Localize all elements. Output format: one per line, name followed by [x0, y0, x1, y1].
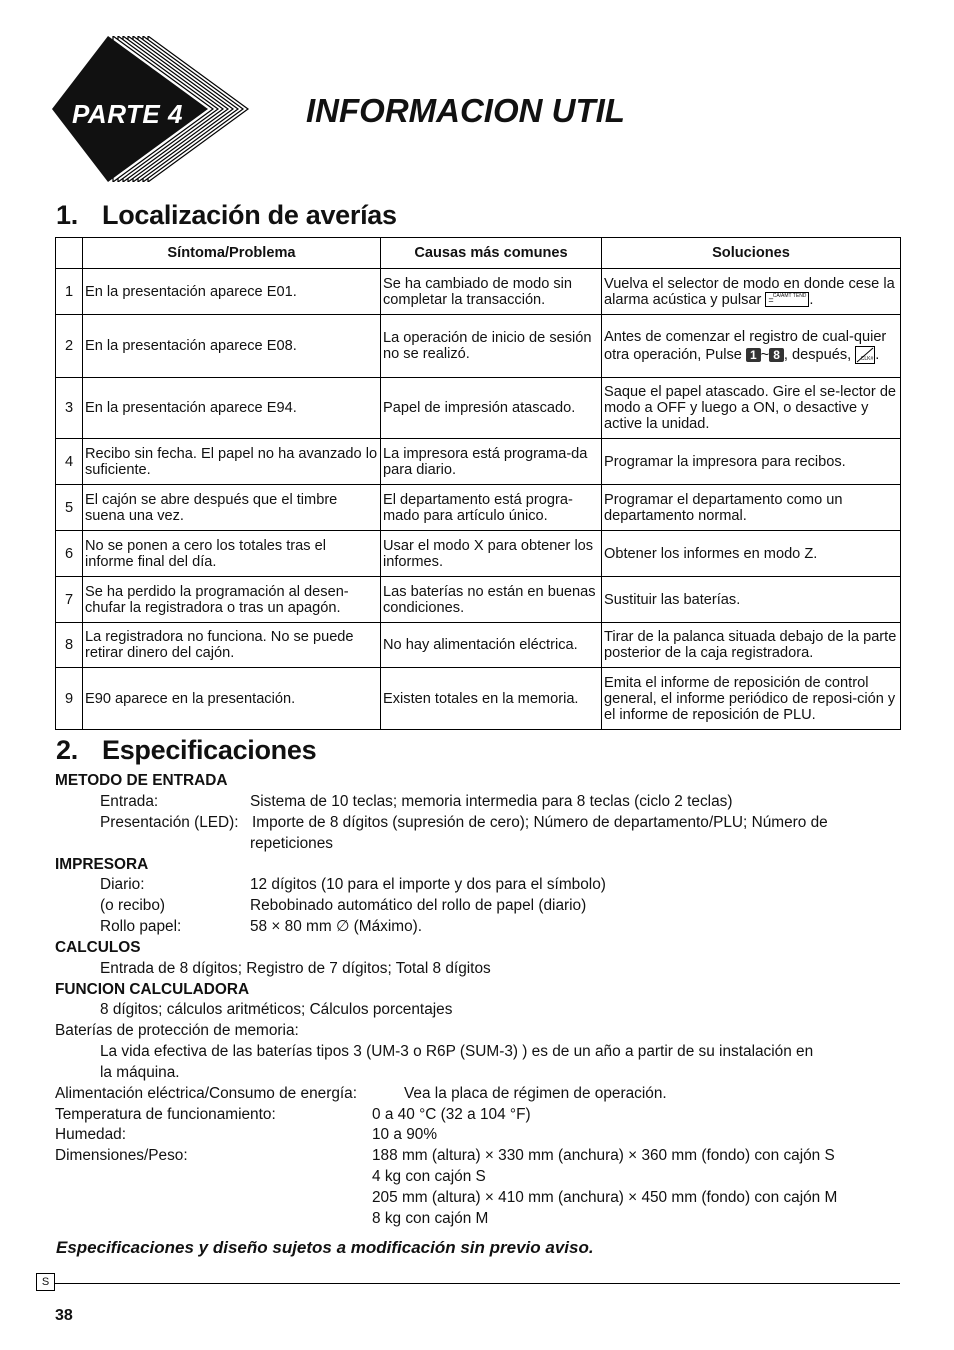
solution-cell: Emita el informe de reposición de control general, el informe periódico de reposi-ción y el informe de reposición de PLU.	[602, 668, 901, 730]
spec-value: 205 mm (altura) × 410 mm (anchura) × 450 mm (fondo) con cajón M	[372, 1189, 838, 1206]
spec-value: Rebobinado automático del rollo de papel (diario)	[250, 897, 587, 914]
spec-heading-function: FUNCION CALCULADORA	[55, 981, 250, 998]
table-header-row	[56, 238, 901, 269]
spec-value: 0 a 40 °C (32 a 104 °F)	[372, 1106, 531, 1123]
spec-value: 10 a 90%	[372, 1126, 438, 1143]
solution-cell: Programar la impresora para recibos.	[602, 439, 901, 485]
spec-heading-input: METODO DE ENTRADA	[55, 772, 228, 789]
spec-value: Importe de 8 dígitos (supresión de cero); Número de departamento/PLU; Número de	[252, 814, 828, 831]
row-number: 8	[56, 623, 83, 668]
solution-cell: Antes de comenzar el registro de cual-quier otra operación, Pulse 1 ~ 8 , después, CLK# .	[602, 315, 901, 378]
table-row	[56, 269, 901, 315]
key-1-icon: 1	[746, 348, 761, 362]
key-8-icon: 8	[769, 348, 784, 362]
symptom-cell: La registradora no funciona. No se puede retirar dinero del cajón.	[83, 623, 381, 668]
section-title: Localización de averías	[102, 200, 397, 230]
cause-cell: El departamento está progra-mado para artículo único.	[381, 485, 602, 531]
cause-cell: No hay alimentación eléctrica.	[381, 623, 602, 668]
cause-cell: La operación de inicio de sesión no se realizó.	[381, 315, 602, 378]
spec-label: Diario:	[100, 876, 145, 893]
solution-cell: Sustituir las baterías.	[602, 577, 901, 623]
solution-cell: Saque el papel atascado. Gire el se-lector de modo a OFF y luego a ON, o desactive y active la unidad.	[602, 378, 901, 439]
footer-divider	[55, 1283, 900, 1284]
spec-label: (o recibo)	[100, 897, 166, 914]
section-number: 2.	[56, 735, 78, 765]
spec-value: La vida efectiva de las baterías tipos 3 (UM-3 o R6P (SUM-3) ) es de un año a partir de su instalación en	[100, 1043, 814, 1060]
section-number: 1.	[56, 200, 78, 230]
table-row	[56, 378, 901, 439]
cause-cell: La impresora está programa-da para diario.	[381, 439, 602, 485]
spec-value: Sistema de 10 teclas; memoria intermedia para 8 teclas (ciclo 2 teclas)	[250, 793, 733, 810]
cause-cell: Papel de impresión atascado.	[381, 378, 602, 439]
troubleshooting-table	[55, 237, 901, 730]
cause-cell: Se ha cambiado de modo sin completar la transacción.	[381, 269, 602, 315]
table-row	[56, 623, 901, 668]
symptom-cell: En la presentación aparece E08.	[83, 315, 381, 378]
table-row	[56, 485, 901, 531]
table-header-index	[56, 238, 83, 269]
row-number: 6	[56, 531, 83, 577]
section-title: Especificaciones	[102, 735, 317, 765]
spec-value: 58 × 80 mm ∅ (Máximo).	[250, 918, 423, 935]
row-number: 7	[56, 577, 83, 623]
row-number: 5	[56, 485, 83, 531]
row-number: 9	[56, 668, 83, 730]
section-heading-specifications	[56, 735, 316, 766]
spec-label: Rollo papel:	[100, 918, 182, 935]
table-row	[56, 577, 901, 623]
spec-value: 4 kg con cajón S	[372, 1168, 486, 1185]
solution-text: Vuelva el selector de modo en donde cese la alarma acústica y pulsar	[604, 275, 895, 308]
cause-cell: Existen totales en la memoria.	[381, 668, 602, 730]
spec-battery-label: Baterías de protección de memoria:	[55, 1022, 299, 1039]
spec-value: Entrada de 8 dígitos; Registro de 7 dígitos; Total 8 dígitos	[100, 960, 491, 977]
symptom-cell: En la presentación aparece E01.	[83, 269, 381, 315]
solution-cell: Vuelva el selector de modo en donde cese la alarma acústica y pulsar = CA/AMT TEND .	[602, 269, 901, 315]
key-range-tilde: ~	[760, 346, 770, 363]
solution-text-end: , después,	[783, 346, 852, 363]
table-row	[56, 315, 901, 378]
cause-cell: Usar el modo X para obtener los informes.	[381, 531, 602, 577]
row-number: 2	[56, 315, 83, 378]
spec-value: 12 dígitos (10 para el importe y dos para el símbolo)	[250, 876, 606, 893]
symptom-cell: No se ponen a cero los totales tras el informe final del día.	[83, 531, 381, 577]
clk-key-icon	[855, 346, 875, 364]
symptom-cell: Se ha perdido la programación al desen-chufar la registradora o tras un apagón.	[83, 577, 381, 623]
solution-text: Antes de comenzar el registro de cual-quier otra operación, Pulse	[604, 328, 887, 363]
spec-label: Alimentación eléctrica/Consumo de energía:	[55, 1085, 357, 1102]
page-number: 38	[55, 1307, 73, 1324]
table-header-solution: Soluciones	[602, 238, 901, 269]
spec-label: Humedad:	[55, 1126, 127, 1143]
table-header-cause: Causas más comunes	[381, 238, 602, 269]
solution-cell: Obtener los informes en modo Z.	[602, 531, 901, 577]
clk-key-label: CLK#	[860, 356, 874, 363]
table-row	[56, 531, 901, 577]
symptom-cell: En la presentación aparece E94.	[83, 378, 381, 439]
symptom-cell: Recibo sin fecha. El papel no ha avanzado lo suficiente.	[83, 439, 381, 485]
region-marker: S	[36, 1273, 55, 1291]
row-number: 1	[56, 269, 83, 315]
row-number: 4	[56, 439, 83, 485]
section-heading-troubleshooting	[56, 200, 397, 231]
page-title: INFORMACION UTIL	[306, 92, 625, 129]
spec-value: 8 kg con cajón M	[372, 1210, 489, 1227]
symptom-cell: E90 aparece en la presentación.	[83, 668, 381, 730]
tend-key-label: CA/AMT TEND	[772, 293, 807, 300]
spec-heading-calc: CALCULOS	[55, 939, 141, 956]
spec-label: Entrada:	[100, 793, 159, 810]
table-row	[56, 668, 901, 730]
spec-value: 8 dígitos; cálculos aritméticos; Cálculos porcentajes	[100, 1001, 453, 1018]
cause-cell: Las baterías no están en buenas condiciones.	[381, 577, 602, 623]
spec-value: la máquina.	[100, 1064, 180, 1081]
part-label: PARTE 4	[72, 99, 183, 129]
table-row	[56, 439, 901, 485]
spec-value: repeticiones	[250, 835, 333, 852]
spec-label: Dimensiones/Peso:	[55, 1147, 188, 1164]
spec-label: Temperatura de funcionamiento:	[55, 1106, 276, 1123]
row-number: 3	[56, 378, 83, 439]
spec-value: Vea la placa de régimen de operación.	[404, 1085, 667, 1102]
notice-text: Especificaciones y diseño sujetos a modificación sin previo aviso.	[56, 1238, 594, 1257]
solution-cell: Programar el departamento como un departamento normal.	[602, 485, 901, 531]
solution-cell: Tirar de la palanca situada debajo de la parte posterior de la caja registradora.	[602, 623, 901, 668]
symptom-cell: El cajón se abre después que el timbre suena una vez.	[83, 485, 381, 531]
tend-key-icon: = CA/AMT TEND	[765, 292, 809, 307]
spec-value: 188 mm (altura) × 330 mm (anchura) × 360 mm (fondo) con cajón S	[372, 1147, 835, 1164]
spec-heading-printer: IMPRESORA	[55, 856, 149, 873]
spec-label: Presentación (LED):	[100, 814, 239, 831]
table-header-symptom: Síntoma/Problema	[83, 238, 381, 269]
